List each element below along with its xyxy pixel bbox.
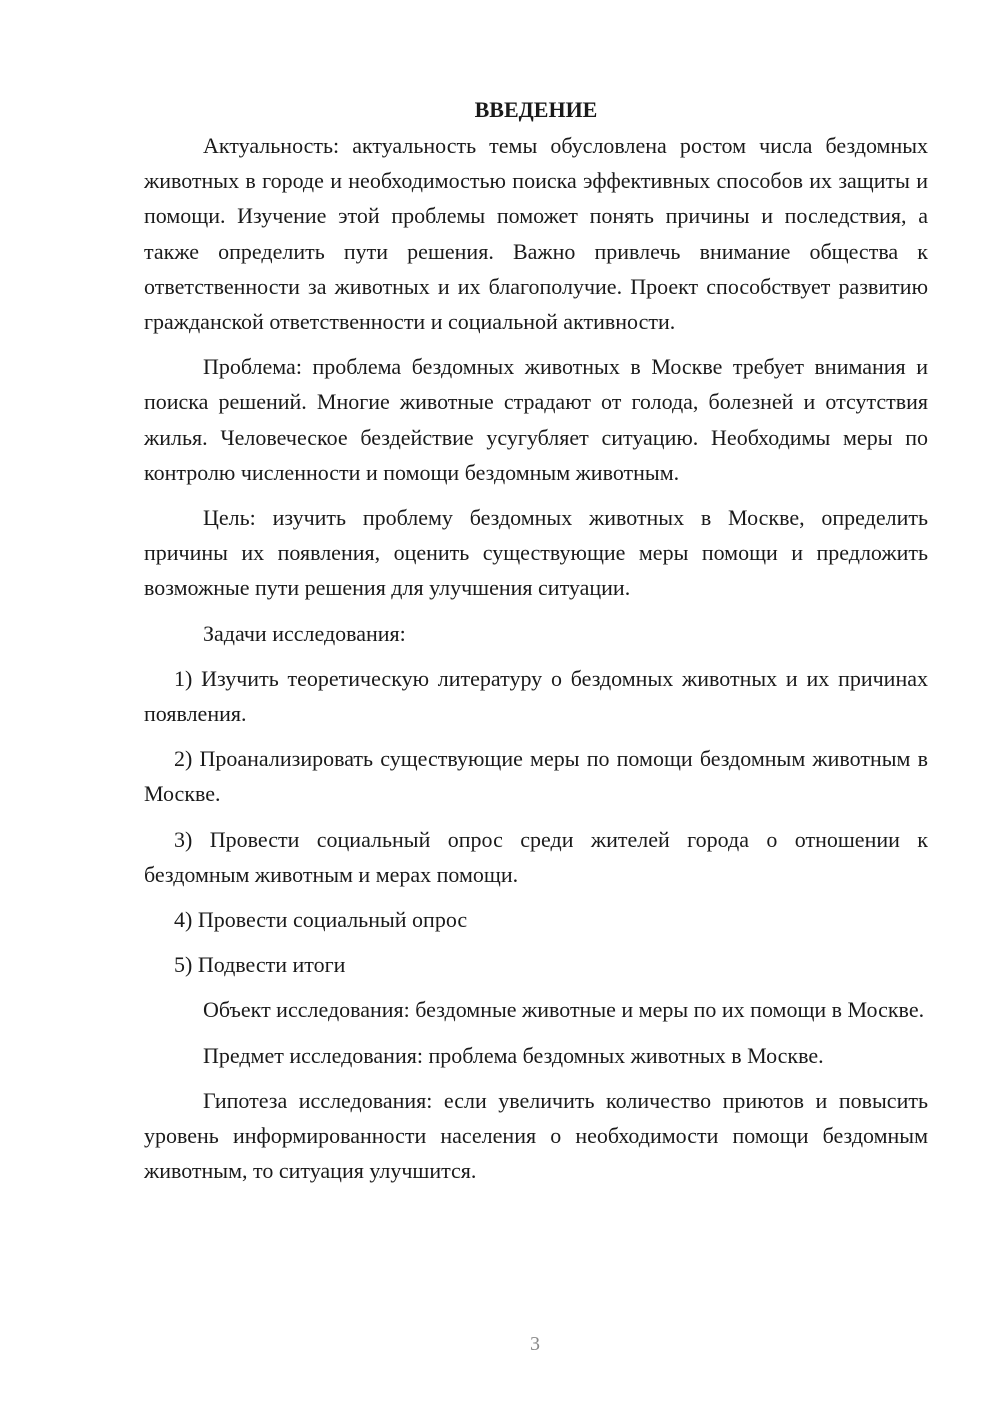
task-item-2: 2) Проанализировать существующие меры по помощи бездомным животным в Москве. (144, 746, 928, 807)
tasks-heading: Задачи исследования: (203, 620, 406, 646)
document-page (144, 94, 928, 1198)
relevance-paragraph: Актуальность: актуальность темы обусловлена ростом числа бездомных животных в городе и необходимостью поиска эффективных способов их защиты и помощи. Изучение этой проблемы поможет понять причины и последствия, а также определить пути решения. Важно привлечь внимание общества к ответственности за животных и их благополучие. Проект способствует развитию гражданской ответственности и социальной активности. (144, 133, 928, 335)
page-number: 3 (530, 1333, 540, 1355)
task-item-3: 3) Провести социальный опрос среди жителей города о отношении к бездомным животным и мерах помощи. (144, 826, 928, 887)
task-item-4: 4) Провести социальный опрос (174, 907, 468, 933)
object-paragraph: Объект исследования: бездомные животные и меры по их помощи в Москве. (203, 997, 925, 1023)
tasks-list (144, 661, 928, 983)
section-title: ВВЕДЕНИЕ (474, 97, 598, 122)
problem-paragraph: Проблема: проблема бездомных животных в Москве требует внимания и поиска решений. Многие животные страдают от голода, болезней и отсутствия жилья. Человеческое бездействие усугубляет ситуацию. Необходимы меры по контролю численности и помощи бездомным животным. (144, 354, 928, 485)
goal-paragraph: Цель: изучить проблему бездомных животных в Москве, определить причины их появления, оценить существующие меры помощи и предложить возможные пути решения для улучшения ситуации. (144, 505, 928, 601)
subject-paragraph: Предмет исследования: проблема бездомных животных в Москве. (203, 1042, 824, 1068)
task-item-1: 1) Изучить теоретическую литературу о бездомных животных и их причинах появления. (144, 665, 928, 727)
task-item-5: 5) Подвести итоги (174, 952, 346, 978)
hypothesis-paragraph: Гипотеза исследования: если увеличить количество приютов и повысить уровень информированности населения о необходимости помощи бездомным животным, то ситуация улучшится. (144, 1087, 928, 1184)
